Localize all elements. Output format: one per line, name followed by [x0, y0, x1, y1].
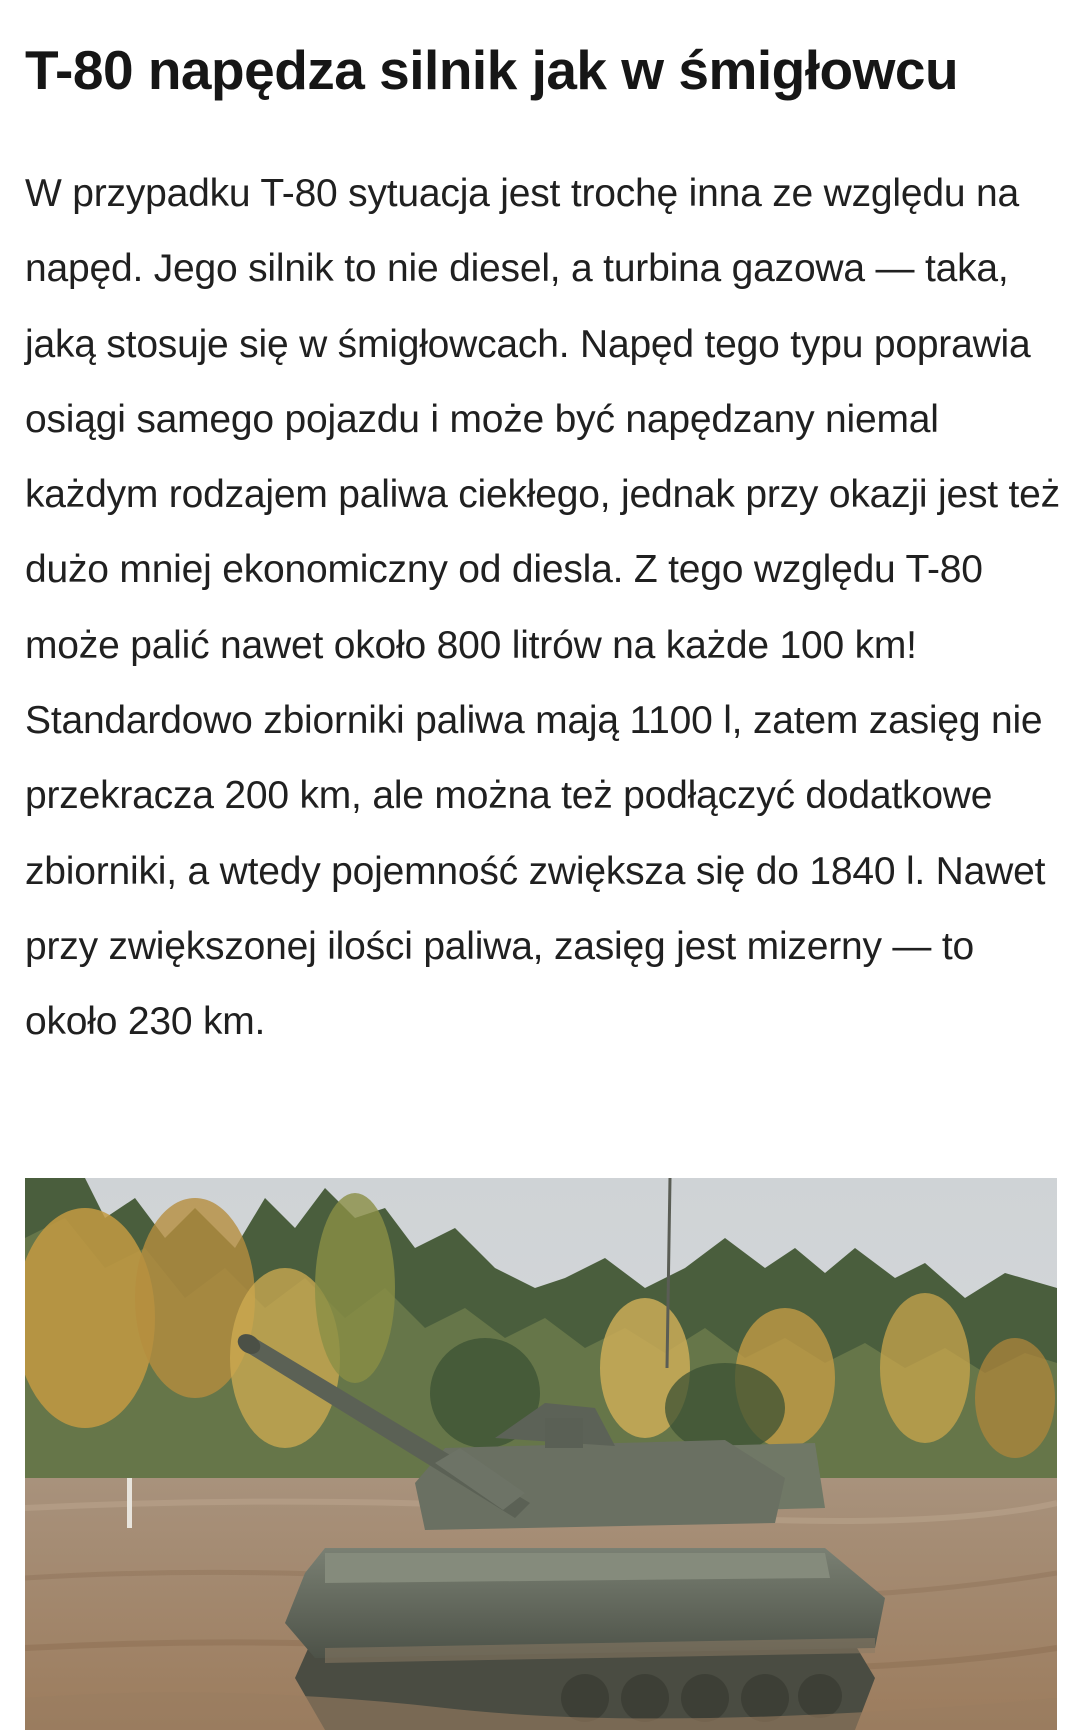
article-body: W przypadku T-80 sytuacja jest trochę inna ze względu na napęd. Jego silnik to nie diesel, a turbina gazowa — taka, jaką stosuje się w śmigłowcach. Napęd tego typu poprawia osiągi samego pojazdu i może być napędzany niemal każdym rodzajem paliwa ciekłego, jednak przy okazji jest też dużo mniej ekonomiczny od diesla. Z tego względu T-80 może palić nawet około 800 litrów na każde 100 km! Standardowo zbiorniki paliwa mają 1100 l, zatem zasięg nie przekracza 200 km, ale można też podłączyć dodatkowe zbiorniki, a wtedy pojemność zwiększa się do 1840 l. Nawet przy zwiększonej ilości paliwa, zasięg jest mizerny — to około 230 km.	[25, 172, 1060, 1044]
tank-photo	[25, 1178, 1057, 1730]
article-headline: T-80 napędza silnik jak w śmigłowcu	[25, 39, 959, 101]
tank-photo-illustration	[25, 1178, 1057, 1730]
